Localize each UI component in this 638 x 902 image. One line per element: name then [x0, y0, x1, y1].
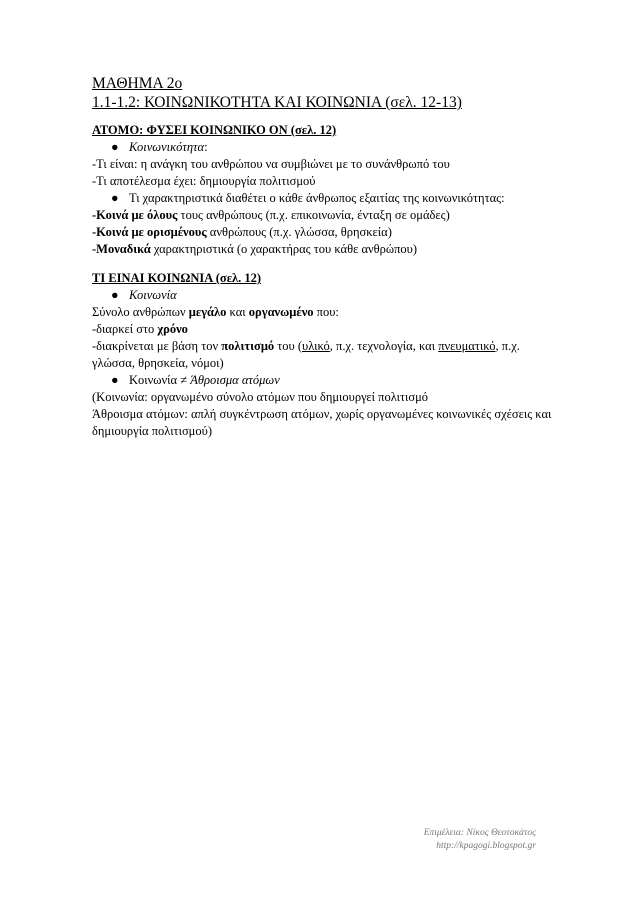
list-item-common-all: -Κοινά με όλους τους ανθρώπους (π.χ. επικοινωνία, ένταξη σε ομάδες): [92, 208, 450, 222]
bullet-society: ● Κοινωνία: [111, 288, 177, 302]
chapter-title: 1.1-1.2: ΚΟΙΝΩΝΙΚΟΤΗΤΑ ΚΑΙ ΚΟΙΝΩΝΙΑ (σελ. 12-13): [92, 94, 462, 111]
list-item-common-some: -Κοινά με ορισμένους ανθρώπους (π.χ. γλώσσα, θρησκεία): [92, 225, 392, 239]
page-footer: [380, 827, 536, 853]
bullet-dot-icon: ●: [111, 288, 119, 302]
list-item-unique: -Μοναδικά χαρακτηριστικά (ο χαρακτήρας του κάθε ανθρώπου): [92, 242, 418, 256]
line-society-explained: (Κοινωνία: οργανωμένο σύνολο ατόμων που δημιουργεί πολιτισμό: [92, 390, 429, 404]
section-title-individual: ΑΤΟΜΟ: ΦΥΣΕΙ ΚΟΙΝΩΝΙΚΟ ΟΝ (σελ. 12): [92, 123, 337, 137]
line-sum-explained: Άθροισμα ατόμων: απλή συγκέντρωση ατόμων, χωρίς οργανωμένες κοινωνικές σχέσεις και δημιουργία πολιτισμού): [92, 407, 552, 438]
bullet-dot-icon: ●: [111, 191, 119, 205]
footer-editor: Επιμέλεια: Νίκος Θεοτοκάτος: [423, 828, 536, 838]
bullet-society-not-sum: ● Κοινωνία ≠ Άθροισμα ατόμων: [111, 373, 280, 387]
document-body: [92, 74, 562, 440]
line-lasts-in-time: -διαρκεί στο χρόνο: [92, 322, 188, 336]
section-title-society: ΤΙ ΕΙΝΑΙ ΚΟΙΝΩΝΙΑ (σελ. 12): [92, 271, 262, 285]
bullet-dot-icon: ●: [111, 373, 119, 387]
lesson-title: ΜΑΘΗΜΑ 2ο: [92, 75, 183, 92]
line-what-is: -Τι είναι: η ανάγκη του ανθρώπου να συμβιώνει με το συνάνθρωπό του: [92, 157, 450, 171]
line-distinguished-by-culture: -διακρίνεται με βάση τον πολιτισμό του (υλικό, π.χ. τεχνολογία, και πνευματικό, π.χ. γλώσσα, θρησκεία, νόμοι): [92, 339, 520, 370]
bullet-sociability: ● Κοινωνικότητα:: [111, 140, 208, 154]
footer-url: http://kpagogi.blogspot.gr: [436, 841, 536, 851]
bullet-characteristics: ● Τι χαρακτηριστικά διαθέτει ο κάθε άνθρωπος εξαιτίας της κοινωνικότητας:: [111, 191, 505, 205]
bullet-dot-icon: ●: [111, 140, 119, 154]
society-definition: Σύνολο ανθρώπων μεγάλο και οργανωμένο που:: [92, 305, 339, 319]
term-sociability: Κοινωνικότητα: [129, 140, 205, 154]
line-result: -Τι αποτέλεσμα έχει: δημιουργία πολιτισμού: [92, 174, 316, 188]
